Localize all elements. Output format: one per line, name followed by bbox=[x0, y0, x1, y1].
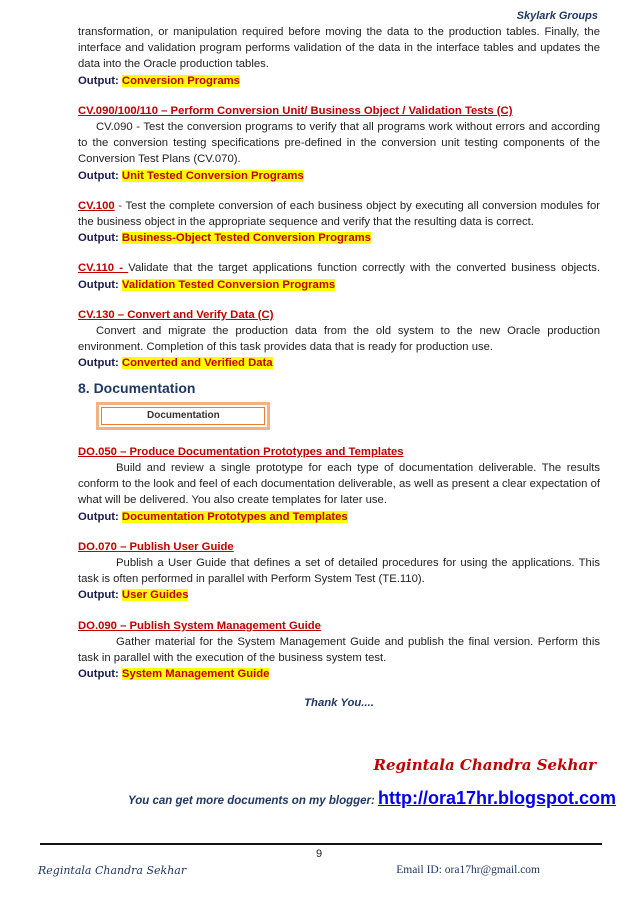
output-value: Validation Tested Conversion Programs bbox=[121, 278, 336, 291]
do090-heading: DO.090 – Publish System Management Guide bbox=[78, 619, 321, 632]
output-label: Output: bbox=[78, 278, 119, 291]
cv130-heading: CV.130 – Convert and Verify Data (C) bbox=[78, 308, 274, 321]
cv100-dash: - bbox=[114, 199, 126, 212]
output-label: Output: bbox=[78, 510, 119, 523]
output-label: Output: bbox=[78, 357, 119, 370]
signature: Regintala Chandra Sekhar bbox=[373, 756, 596, 774]
do090-output bbox=[78, 666, 600, 682]
cv110-code: CV.110 bbox=[78, 262, 115, 275]
footer-email: Email ID: ora17hr@gmail.com bbox=[396, 864, 540, 876]
thank-you: Thank You.... bbox=[304, 696, 374, 709]
cv110-paragraph bbox=[78, 260, 600, 292]
output-value: Business-Object Tested Conversion Programs bbox=[121, 232, 371, 245]
cv090-output bbox=[78, 168, 600, 184]
footer-divider bbox=[40, 843, 602, 845]
cv090-heading: CV.090/100/110 – Perform Conversion Unit/ Business Object / Validation Tests (C) bbox=[78, 104, 513, 117]
output-value: User Guides bbox=[121, 589, 189, 602]
cv090-text: CV.090 - Test the conversion programs to verify that all programs work without errors and according to the conversion testing specifications pre-defined in the conversion unit testing components of the Conversion Test Plans (CV.070). bbox=[78, 121, 600, 166]
output-label: Output: bbox=[78, 74, 119, 87]
cv100-code: CV.100 bbox=[78, 199, 115, 212]
do070-heading: DO.070 – Publish User Guide bbox=[78, 540, 234, 553]
page-number: 9 bbox=[315, 848, 323, 860]
do050-output bbox=[78, 509, 600, 525]
cv100-output bbox=[78, 230, 600, 246]
output-label: Output: bbox=[78, 668, 119, 681]
do070-text: Publish a User Guide that defines a set of detailed procedures for using the applications. This task is often performed in parallel with Perform System Test (TE.110). bbox=[78, 557, 600, 586]
output-value: Unit Tested Conversion Programs bbox=[121, 169, 304, 182]
section-title: 8. Documentation bbox=[78, 379, 196, 396]
document-body bbox=[78, 24, 600, 711]
output-value: Converted and Verified Data bbox=[121, 357, 273, 370]
intro-output bbox=[78, 73, 600, 89]
do070-output bbox=[78, 587, 600, 603]
cv130-output bbox=[78, 355, 600, 371]
do050-heading: DO.050 – Produce Documentation Prototypes and Templates bbox=[78, 445, 404, 458]
footer-author: Regintala Chandra Sekhar bbox=[38, 864, 187, 877]
documentation-box bbox=[96, 402, 270, 430]
output-value: Documentation Prototypes and Templates bbox=[121, 510, 348, 523]
documentation-box-label: Documentation bbox=[147, 409, 220, 421]
do090-text: Gather material for the System Management Guide and publish the final version. Perform this task in parallel with the execution of the business system test. bbox=[78, 635, 600, 665]
blogger-link[interactable]: http://ora17hr.blogspot.com bbox=[378, 788, 617, 808]
output-label: Output: bbox=[78, 232, 119, 245]
cv110-dash: - bbox=[114, 262, 129, 275]
cv110-text: Validate that the target applications function correctly with the converted business objects. bbox=[128, 262, 600, 275]
output-label: Output: bbox=[78, 169, 119, 182]
output-value: Conversion Programs bbox=[121, 74, 240, 87]
output-label: Output: bbox=[78, 589, 119, 602]
intro-text: transformation, or manipulation required before moving the data to the production tables. Finally, the interface and validation program performs validation of the data in the interface tables and updates the data into the Oracle production tables. bbox=[78, 26, 600, 71]
blogger-line bbox=[128, 788, 617, 809]
header-company: Skylark Groups bbox=[516, 10, 598, 22]
intro-paragraph bbox=[78, 24, 600, 73]
output-value: System Management Guide bbox=[121, 668, 270, 681]
cv130-text: Convert and migrate the production data from the old system to the new Oracle production environment. Completion of this task provides data that is ready for production use. bbox=[78, 325, 600, 354]
cv100-paragraph bbox=[78, 198, 600, 230]
do050-text: Build and review a single prototype for each type of documentation deliverable. The results conform to the look and feel of each documentation deliverable, as well as present a clear expectation of what will be delivered. You also create templates for later use. bbox=[78, 462, 600, 507]
cv100-text: Test the complete conversion of each business object by executing all conversion modules for the business object in the appropriate sequence and verify that the resulting data is correct. bbox=[78, 199, 600, 229]
blogger-text: You can get more documents on my blogger: bbox=[128, 795, 379, 807]
